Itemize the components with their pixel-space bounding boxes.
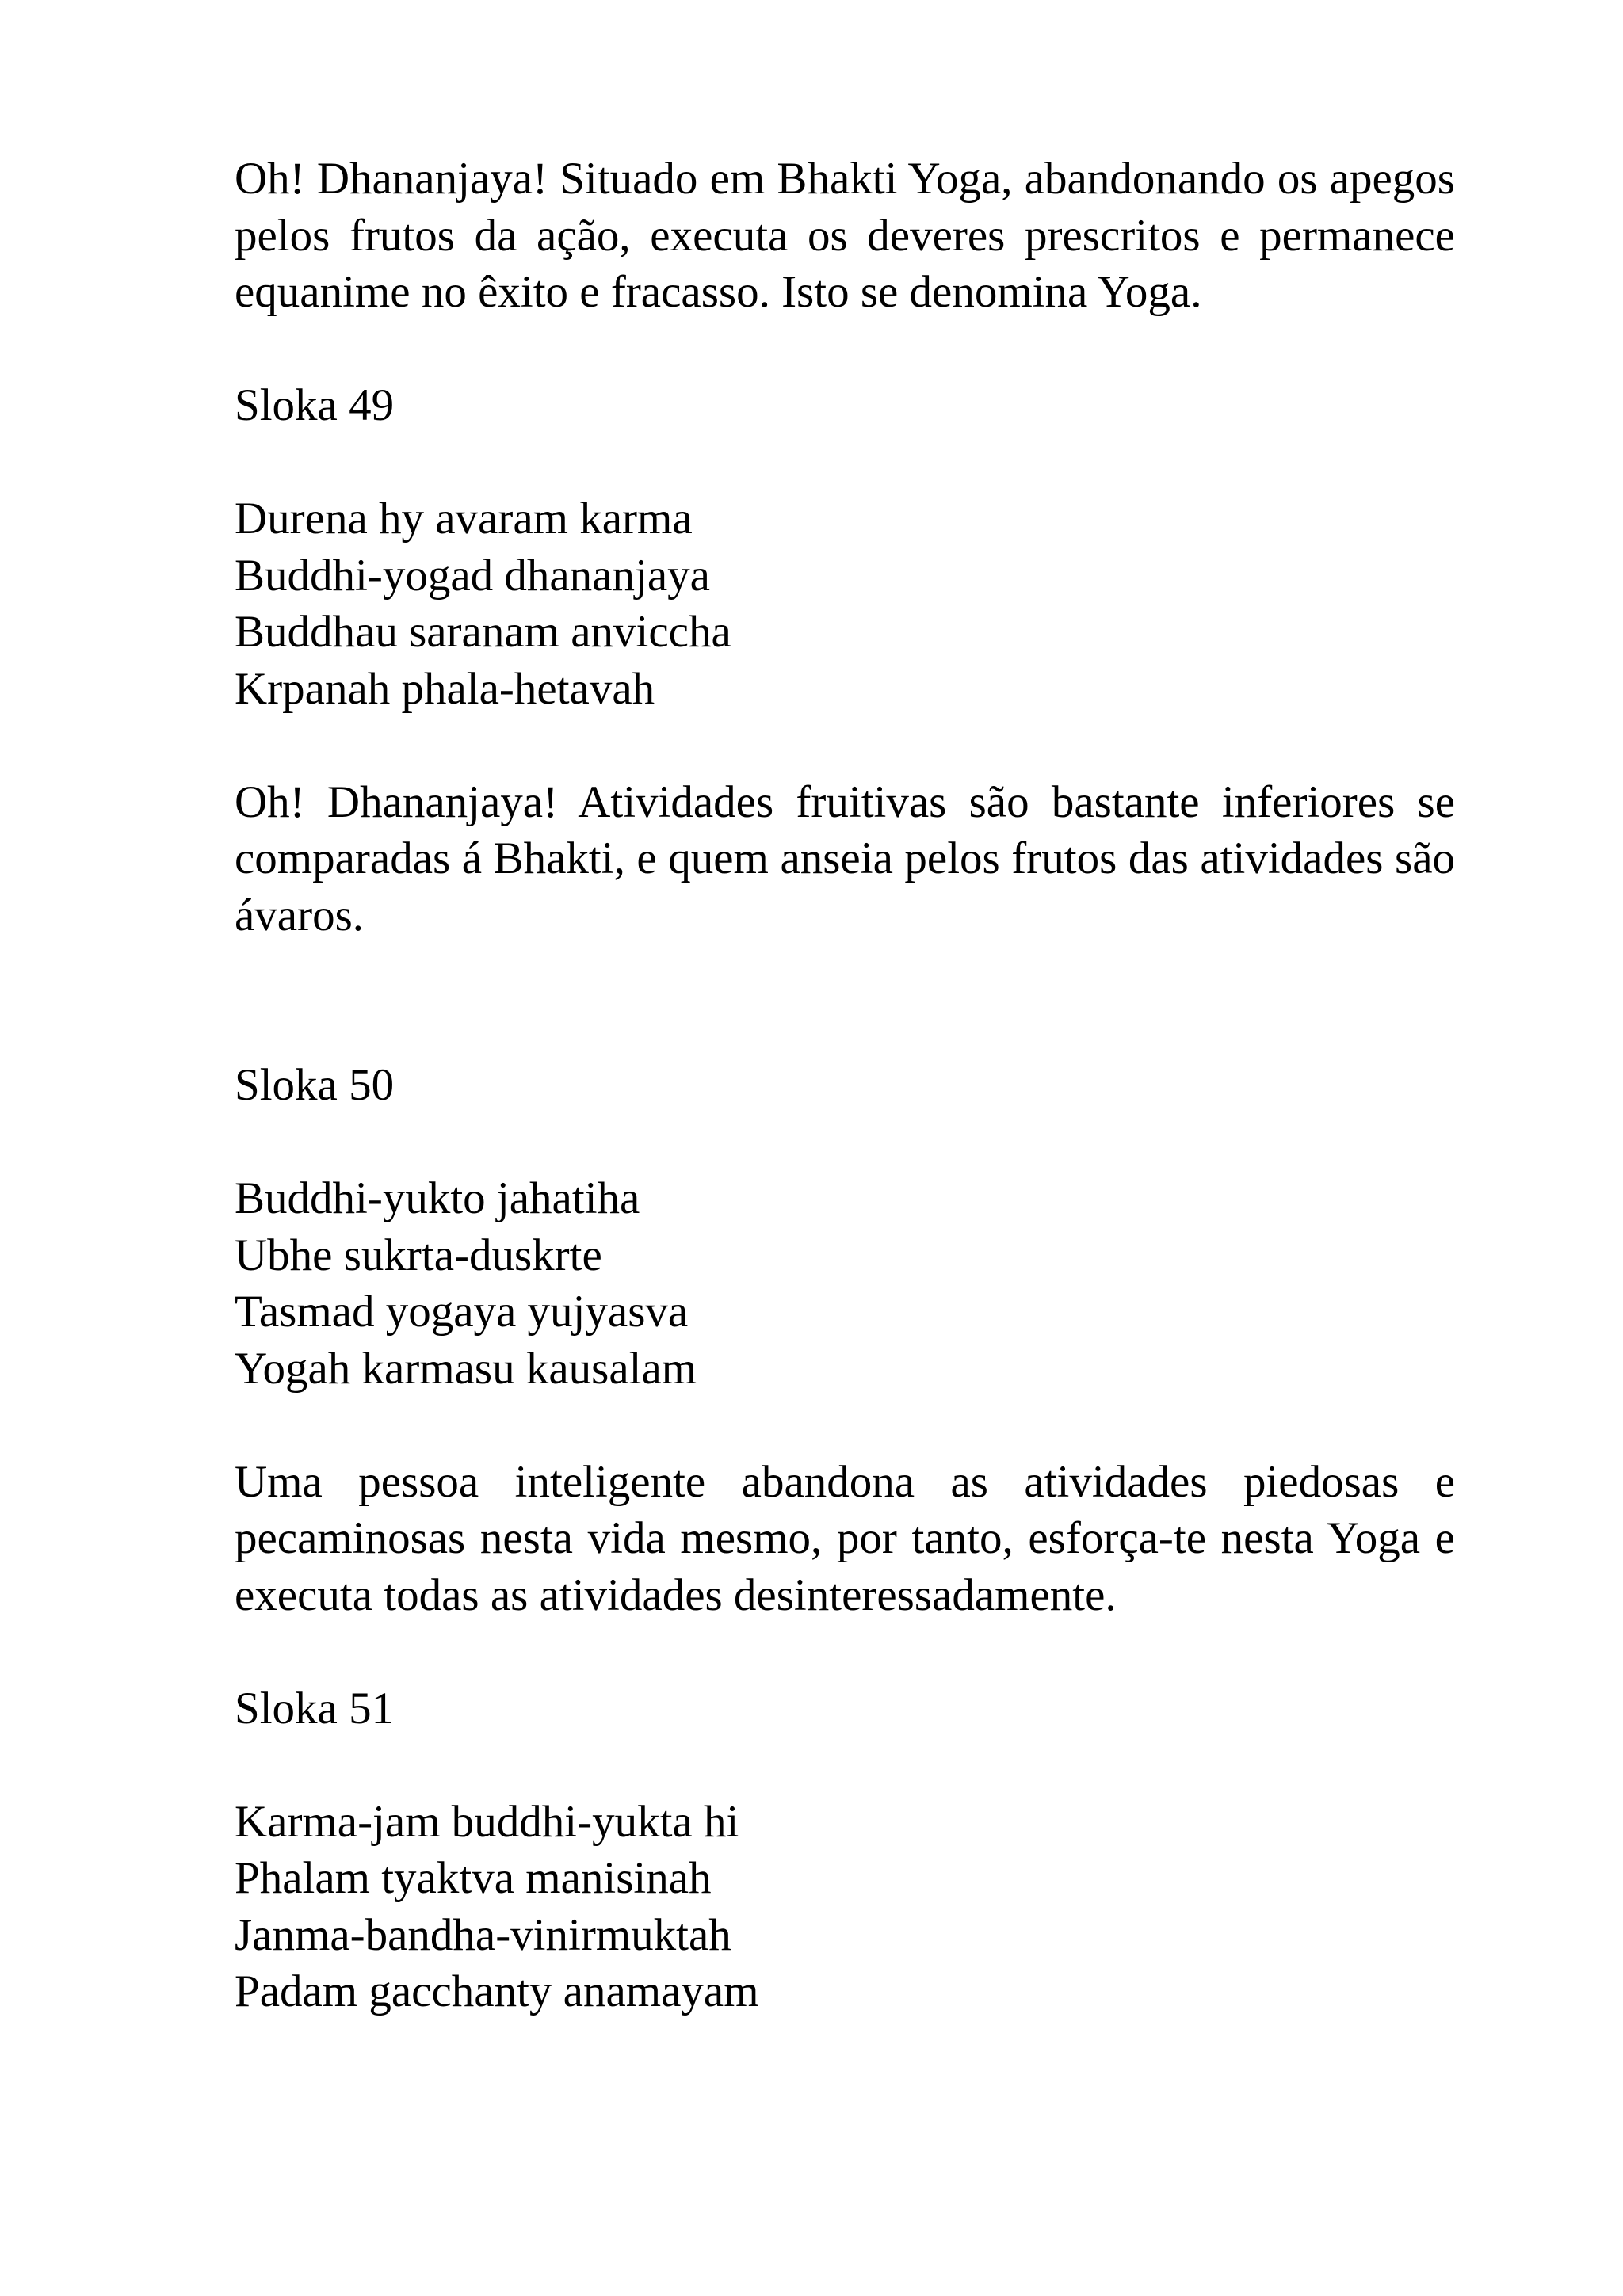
verse-line: Buddhau saranam anviccha (235, 607, 731, 657)
sloka-translation: Oh! Dhananjaya! Atividades fruitivas são bastante inferiores se comparadas á Bhakti, e quem anseia pelos frutos das atividades são ávaros. (235, 776, 1455, 940)
verse-line: Padam gacchanty anamayam (235, 1966, 759, 2016)
sloka-verse (235, 1170, 1455, 1397)
spacer (235, 1114, 1455, 1171)
verse-line: Phalam tyaktva manisinah (235, 1853, 712, 1903)
sloka-heading: Sloka 50 (235, 1060, 395, 1110)
sloka-verse (235, 1794, 1455, 2020)
spacer (235, 1737, 1455, 1794)
spacer (235, 434, 1455, 491)
spacer (235, 1397, 1455, 1454)
sloka-heading: Sloka 49 (235, 380, 395, 430)
verse-line: Janma-bandha-vinirmuktah (235, 1909, 731, 1960)
verse-line: Krpanah phala-hetavah (235, 663, 655, 714)
verse-line: Yogah karmasu kausalam (235, 1343, 697, 1394)
spacer (235, 717, 1455, 774)
sloka-heading: Sloka 51 (235, 1683, 395, 1733)
document-page (235, 151, 1455, 2020)
verse-line: Ubhe sukrta-duskrte (235, 1230, 602, 1280)
verse-line: Buddhi-yogad dhananjaya (235, 550, 710, 601)
verse-line: Durena hy avaram karma (235, 494, 693, 543)
spacer (235, 321, 1455, 378)
verse-line: Tasmad yogaya yujyasva (235, 1287, 689, 1337)
spacer (235, 1623, 1455, 1680)
verse-line: Buddhi-yukto jahatiha (235, 1173, 640, 1223)
sloka-verse (235, 490, 1455, 717)
spacer (235, 944, 1455, 1057)
sloka-translation: Uma pessoa inteligente abandona as atividades piedosas e pecaminosas nesta vida mesmo, por tanto, esforça-te nesta Yoga e executa todas as atividades desinteressadamente. (235, 1456, 1455, 1620)
intro-paragraph: Oh! Dhananjaya! Situado em Bhakti Yoga, abandonando os apegos pelos frutos da ação, executa os deveres prescritos e permanece equanime no êxito e fracasso. Isto se denomina Yoga. (235, 154, 1455, 317)
verse-line: Karma-jam buddhi-yukta hi (235, 1796, 739, 1847)
